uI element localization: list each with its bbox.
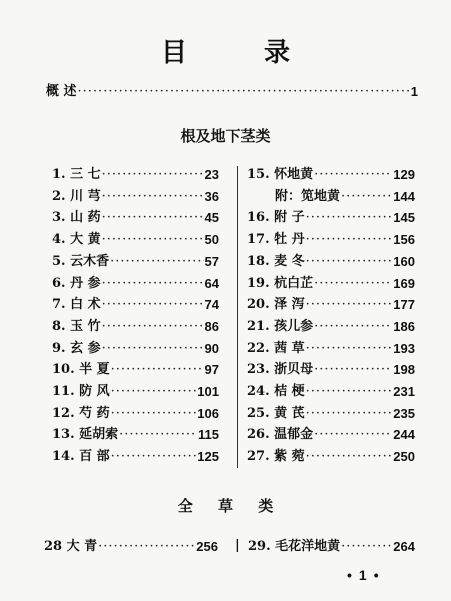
toc-entry [247,167,415,183]
leader-dots [306,341,393,357]
entry-label: 28 大 青 [44,539,98,554]
leader-dots [102,297,204,313]
entry-page: 45 [204,210,219,226]
toc-entry [52,210,219,226]
leader-dots [111,449,197,465]
entry-page: 115 [198,427,219,443]
column-divider [237,166,238,468]
entry-page: 186 [393,318,415,334]
leader-dots [111,362,204,378]
entry-label: 13. 延胡索 [52,427,119,443]
entry-label: 20. 泽 泻 [247,297,305,313]
entry-label: 21. 孩儿参 [247,318,314,334]
entry-label: 25. 黄 芪 [247,405,305,421]
section-heading-whole-herb: 全 草 类 [177,497,284,515]
entry-label: 16. 附 子 [247,210,305,226]
entry-page: 129 [393,167,415,182]
entry-label: 附：笕地黄 [275,188,341,204]
leader-dots [119,427,197,443]
entry-page: 64 [204,275,219,291]
entry-page: 264 [393,539,415,554]
leader-dots [102,232,204,248]
entry-label: 14. 百 部 [52,449,110,465]
toc-entry [52,167,219,183]
leader-dots [102,210,204,226]
toc-entry [247,384,415,400]
entry-label: 4. 大 黄 [52,232,101,248]
page-number: • 1 • [347,567,379,583]
section-heading-roots: 根及地下茎类 [180,127,271,145]
entry-label: 3. 山 药 [52,210,101,226]
entry-label: 18. 麦 冬 [247,253,305,269]
toc-entry [247,254,415,270]
entry-page: 231 [393,384,415,399]
leader-dots [306,449,393,465]
toc-entry [52,362,219,378]
entry-page: 74 [204,297,219,313]
entry-label: 26. 温郁金 [247,427,314,443]
entry-label: 23. 浙贝母 [247,362,314,378]
entry-page: 125 [197,449,219,465]
entry-label: 1. 三 七 [52,167,101,182]
entry-label: 24. 桔 梗 [247,384,305,399]
leader-dots [306,406,393,422]
toc-entry [247,427,415,443]
leader-dots [110,254,203,270]
leader-dots [102,167,204,183]
leader-dots [111,384,197,400]
toc-entry [52,427,219,443]
entry-page: 198 [393,362,415,378]
toc-entry [52,406,219,422]
entry-page: 57 [204,253,219,269]
toc-entry [247,232,415,248]
toc-entry [247,449,415,465]
toc-entry [52,297,219,313]
toc-entry [52,449,219,465]
page-title: 目 录 [160,38,325,68]
leader-dots [306,297,393,313]
entry-page: 36 [204,188,219,204]
entry-label: 概 述 [46,84,77,99]
leader-dots [306,210,393,226]
entry-label: 27. 紫 菀 [247,449,305,465]
toc-entry [247,341,415,357]
entry-page: 97 [204,362,219,378]
leader-dots [102,276,204,292]
entry-page: 1 [410,84,418,99]
toc-entry-overview [46,84,418,100]
entry-page: 86 [204,318,219,334]
entry-page: 177 [393,297,415,313]
entry-page: 23 [204,167,219,182]
entry-label: 12. 芍 药 [52,405,110,421]
leader-dots [306,254,393,270]
toc-entry [52,276,219,292]
leader-dots [102,189,204,205]
column-separator: | [235,538,240,553]
entry-label: 9. 玄 参 [52,340,101,356]
entry-label: 29. 毛花洋地黄 [248,539,341,554]
entry-page: 106 [197,405,219,421]
leader-dots [341,539,392,555]
toc-entry [52,319,219,335]
toc-entry [275,189,415,205]
leader-dots [306,232,393,248]
leader-dots [102,319,204,335]
entry-page: 145 [393,210,415,226]
toc-entry [52,341,219,357]
toc-entry [247,210,415,226]
entry-label: 2. 川 芎 [52,188,101,204]
entry-label: 8. 玉 竹 [52,318,101,334]
leader-dots [341,189,392,205]
toc-entry [247,276,415,292]
leader-dots [314,362,392,378]
entry-label: 19. 杭白芷 [247,275,314,291]
toc-entry [247,297,415,313]
entry-page: 193 [393,340,415,356]
entry-label: 10. 半 夏 [52,362,110,378]
entry-label: 5. 云木香 [52,253,110,269]
leader-dots [98,539,195,555]
leader-dots [314,427,392,443]
leader-dots [111,406,197,422]
leader-dots [314,319,392,335]
entry-page: 156 [393,232,415,248]
entry-page: 235 [393,405,415,421]
toc-entry [247,406,415,422]
entry-page: 50 [204,232,219,248]
entry-label: 6. 丹 参 [52,275,101,291]
entry-page: 250 [393,449,415,465]
toc-entry [52,254,219,270]
entry-label: 15. 怀地黄 [247,167,314,182]
toc-entry [247,319,415,335]
entry-label: 17. 牡 丹 [247,232,305,248]
toc-entry [52,384,219,400]
entry-page: 144 [393,188,415,204]
leader-dots [78,84,410,100]
leader-dots [102,341,204,357]
leader-dots [314,167,392,183]
entry-page: 244 [393,427,415,443]
leader-dots [306,384,393,400]
toc-entry [52,189,219,205]
entry-label: 22. 茜 草 [247,340,305,356]
entry-page: 101 [197,384,219,399]
toc-entry [52,232,219,248]
toc-entry [247,362,415,378]
entry-page: 90 [204,340,219,356]
entry-page: 256 [196,539,218,554]
leader-dots [314,276,392,292]
entry-label: 11. 防 风 [52,384,110,399]
entry-page: 169 [393,275,415,291]
folio-number: 1 [358,567,367,583]
entry-label: 7. 白 术 [52,297,101,313]
toc-entry-29 [248,539,415,555]
toc-entry-28 [44,539,218,555]
entry-page: 160 [393,253,415,269]
